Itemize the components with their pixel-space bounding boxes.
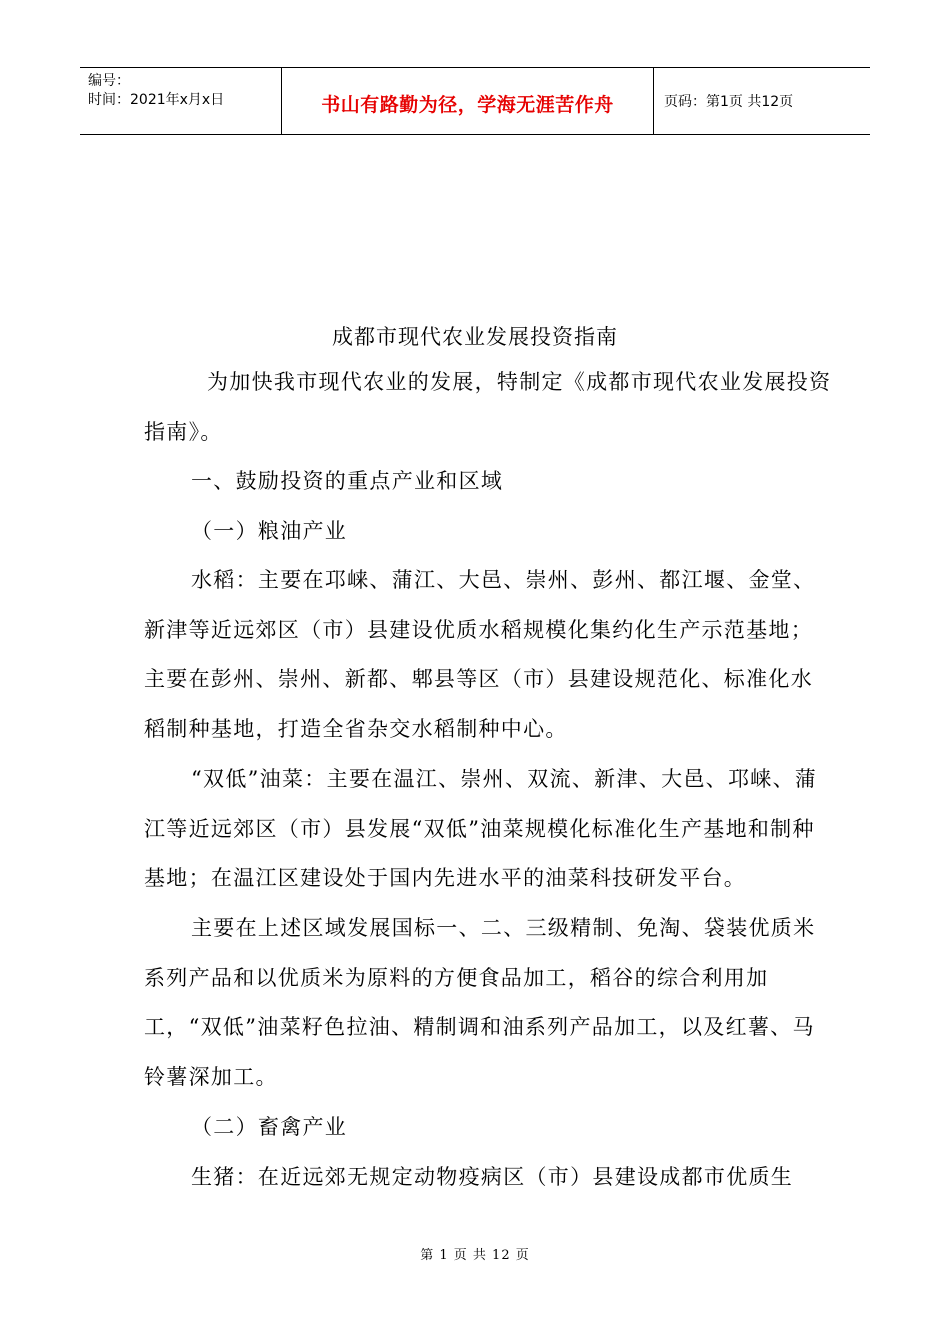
time-label: 时间：2021年x月x日	[88, 92, 225, 108]
paragraph-rice: 水稻：主要在邛崃、蒲江、大邑、崇州、彭州、都江堰、金堂、新津等近远郊区（市）县建设优质水稻规模化集约化生产示范基地；主要在彭州、崇州、新都、郫县等区（市）县建设规范化、标准化水稻制种基地，打造全省杂交水稻制种中心。	[144, 568, 816, 741]
page-header	[80, 67, 870, 135]
header-motto-cell	[282, 68, 654, 134]
subsection-heading-livestock: （二）畜禽产业	[191, 1115, 348, 1139]
section-heading-1: 一、鼓励投资的重点产业和区域	[191, 469, 504, 493]
motto-text: 书山有路勤为径，学海无涯苦作舟	[321, 94, 614, 116]
subsection-heading-grain-oil: （一）粮油产业	[191, 519, 348, 543]
paragraph-processing: 主要在上述区域发展国标一、二、三级精制、免淘、袋装优质米系列产品和以优质米为原料的方便食品加工，稻谷的综合利用加工，“双低”油菜籽色拉油、精制调和油系列产品加工，以及红薯、马铃薯深加工。	[144, 916, 816, 1089]
paragraph-intro: 为加快我市现代农业的发展，特制定《成都市现代农业发展投资指南》。	[144, 370, 832, 444]
page-footer: 第 1 页 共 12 页	[420, 1248, 530, 1263]
header-page-info: 页码：第1页 共12页	[664, 94, 794, 110]
number-label: 编号：	[88, 73, 130, 89]
header-meta	[80, 68, 282, 134]
document-title: 成都市现代农业发展投资指南	[332, 325, 618, 349]
paragraph-pigs: 生猪：在近远郊无规定动物疫病区（市）县建设成都市优质生	[191, 1165, 794, 1189]
paragraph-rapeseed: “双低”油菜：主要在温江、崇州、双流、新津、大邑、邛崃、蒲江等近远郊区（市）县发展“双低”油菜规模化标准化生产基地和制种基地；在温江区建设处于国内先进水平的油菜科技研发平台。	[144, 767, 818, 891]
